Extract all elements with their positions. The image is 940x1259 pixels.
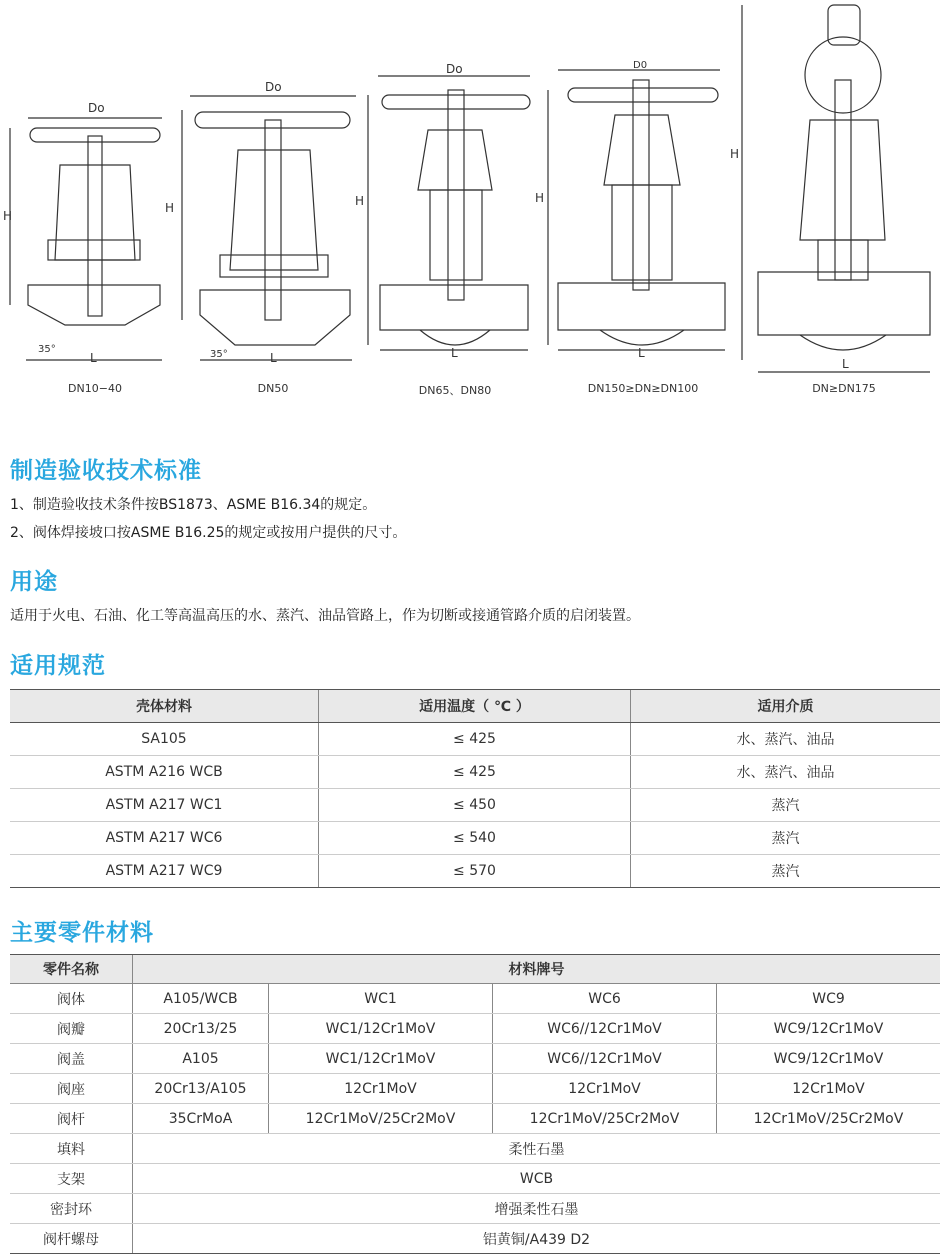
table-row [10, 1014, 940, 1044]
spec-cell-temperature: ≤ 540 [319, 822, 631, 855]
parts-cell-grade: WC9 [717, 984, 940, 1014]
dim-do-2: Do [265, 80, 282, 94]
parts-cell-grade: WC6//12Cr1MoV [493, 1014, 717, 1044]
table-row [10, 822, 940, 855]
dim-h-1: H [3, 209, 13, 223]
angle-1: 35° [38, 344, 56, 355]
caption-dn65-dn80: DN65、DN80 [418, 384, 492, 397]
spec-header-medium: 适用介质 [631, 690, 940, 723]
spec-cell-temperature: ≤ 425 [319, 756, 631, 789]
parts-cell-grade: 20Cr13/A105 [133, 1074, 269, 1104]
parts-table [10, 954, 940, 1254]
caption-dn10-40: DN10−40 [68, 382, 122, 395]
parts-cell-grade: A105/WCB [133, 984, 269, 1014]
spec-cell-temperature: ≤ 450 [319, 789, 631, 822]
spec-heading: 适用规范 [10, 653, 106, 679]
parts-header-row [10, 955, 940, 984]
table-row [10, 1074, 940, 1104]
table-row [10, 756, 940, 789]
spec-table [10, 689, 940, 888]
parts-cell-grade: WC9/12Cr1MoV [717, 1044, 940, 1074]
table-row [10, 1044, 940, 1074]
spec-cell-material: ASTM A217 WC6 [10, 822, 319, 855]
dim-do-1: Do [88, 101, 105, 115]
dim-l-5: L [842, 357, 849, 371]
table-row [10, 1224, 940, 1254]
dim-h-5: H [730, 147, 740, 161]
table-row [10, 789, 940, 822]
parts-cell-grade: 12Cr1MoV/25Cr2MoV [493, 1104, 717, 1134]
spec-cell-material: ASTM A216 WCB [10, 756, 319, 789]
caption-dn50: DN50 [257, 382, 289, 395]
parts-cell-grade: WC6//12Cr1MoV [493, 1044, 717, 1074]
table-row [10, 1164, 940, 1194]
valve-drawings-svg [0, 0, 940, 410]
dim-l-3: L [451, 346, 458, 360]
parts-cell-grade: 增强柔性石墨 [133, 1194, 940, 1224]
table-row [10, 1194, 940, 1224]
valve-drawing-dn100-150 [535, 60, 725, 360]
valve-drawings [0, 0, 940, 410]
table-row [10, 723, 940, 756]
table-row [10, 855, 940, 888]
parts-cell-name: 密封环 [10, 1194, 133, 1224]
spec-header-temperature: 适用温度（ ℃ ） [319, 690, 631, 723]
dim-do-3: Do [446, 62, 463, 76]
caption-dn175: DN≥DN175 [812, 382, 876, 395]
parts-cell-grade: A105 [133, 1044, 269, 1074]
valve-drawing-dn50 [165, 80, 356, 365]
spec-header-material: 壳体材料 [10, 690, 319, 723]
spec-cell-medium: 蒸汽 [631, 855, 940, 888]
parts-cell-name: 阀杆螺母 [10, 1224, 133, 1254]
parts-cell-grade: 柔性石墨 [133, 1134, 940, 1164]
parts-cell-grade: WC6 [493, 984, 717, 1014]
parts-cell-grade: WC1/12Cr1MoV [269, 1014, 493, 1044]
spec-cell-medium: 蒸汽 [631, 822, 940, 855]
parts-cell-name: 阀盖 [10, 1044, 133, 1074]
dim-l-2: L [270, 351, 277, 365]
parts-cell-name: 阀杆 [10, 1104, 133, 1134]
parts-cell-grade: WC1/12Cr1MoV [269, 1044, 493, 1074]
spec-cell-material: SA105 [10, 723, 319, 756]
valve-drawing-dn10-40 [3, 101, 162, 365]
parts-cell-grade: 12Cr1MoV [269, 1074, 493, 1104]
table-row [10, 984, 940, 1014]
spec-cell-temperature: ≤ 425 [319, 723, 631, 756]
spec-cell-medium: 蒸汽 [631, 789, 940, 822]
standards-line-1: 1、制造验收技术条件按BS1873、ASME B16.34的规定。 [10, 497, 377, 513]
usage-text: 适用于火电、石油、化工等高温高压的水、蒸汽、油品管路上，作为切断或接通管路介质的启闭装置。 [10, 608, 640, 624]
dim-h-2: H [165, 201, 175, 215]
spec-cell-medium: 水、蒸汽、油品 [631, 723, 940, 756]
parts-cell-name: 阀瓣 [10, 1014, 133, 1044]
spec-cell-medium: 水、蒸汽、油品 [631, 756, 940, 789]
parts-cell-name: 阀体 [10, 984, 133, 1014]
parts-cell-grade: 35CrMoA [133, 1104, 269, 1134]
dim-do-4: D0 [633, 60, 648, 71]
dim-l-1: L [90, 351, 97, 365]
standards-line-2: 2、阀体焊接坡口按ASME B16.25的规定或按用户提供的尺寸。 [10, 525, 407, 541]
valve-drawing-dn65-dn80 [355, 62, 530, 360]
valve-drawing-dn175 [730, 5, 930, 372]
spec-header-row [10, 690, 940, 723]
parts-cell-grade: 12Cr1MoV [717, 1074, 940, 1104]
angle-2: 35° [210, 349, 228, 360]
parts-cell-grade: WC1 [269, 984, 493, 1014]
parts-cell-grade: WC9/12Cr1MoV [717, 1014, 940, 1044]
parts-cell-grade: 20Cr13/25 [133, 1014, 269, 1044]
dim-l-4: L [638, 346, 645, 360]
usage-heading: 用途 [10, 569, 58, 595]
table-row [10, 1104, 940, 1134]
parts-cell-grade: 12Cr1MoV [493, 1074, 717, 1104]
parts-cell-name: 填料 [10, 1134, 133, 1164]
parts-cell-grade: WCB [133, 1164, 940, 1194]
spec-cell-temperature: ≤ 570 [319, 855, 631, 888]
parts-cell-grade: 12Cr1MoV/25Cr2MoV [717, 1104, 940, 1134]
parts-cell-name: 阀座 [10, 1074, 133, 1104]
dim-h-4: H [535, 191, 545, 205]
table-row [10, 1134, 940, 1164]
parts-header-material-grade: 材料牌号 [133, 955, 940, 984]
parts-cell-grade: 铝黄铜/A439 D2 [133, 1224, 940, 1254]
parts-heading: 主要零件材料 [10, 920, 154, 946]
caption-dn100-150: DN150≥DN≥DN100 [587, 382, 699, 395]
dim-h-3: H [355, 194, 365, 208]
spec-cell-material: ASTM A217 WC1 [10, 789, 319, 822]
parts-header-part-name: 零件名称 [10, 955, 133, 984]
spec-cell-material: ASTM A217 WC9 [10, 855, 319, 888]
parts-cell-grade: 12Cr1MoV/25Cr2MoV [269, 1104, 493, 1134]
parts-cell-name: 支架 [10, 1164, 133, 1194]
standards-heading: 制造验收技术标准 [10, 458, 202, 484]
